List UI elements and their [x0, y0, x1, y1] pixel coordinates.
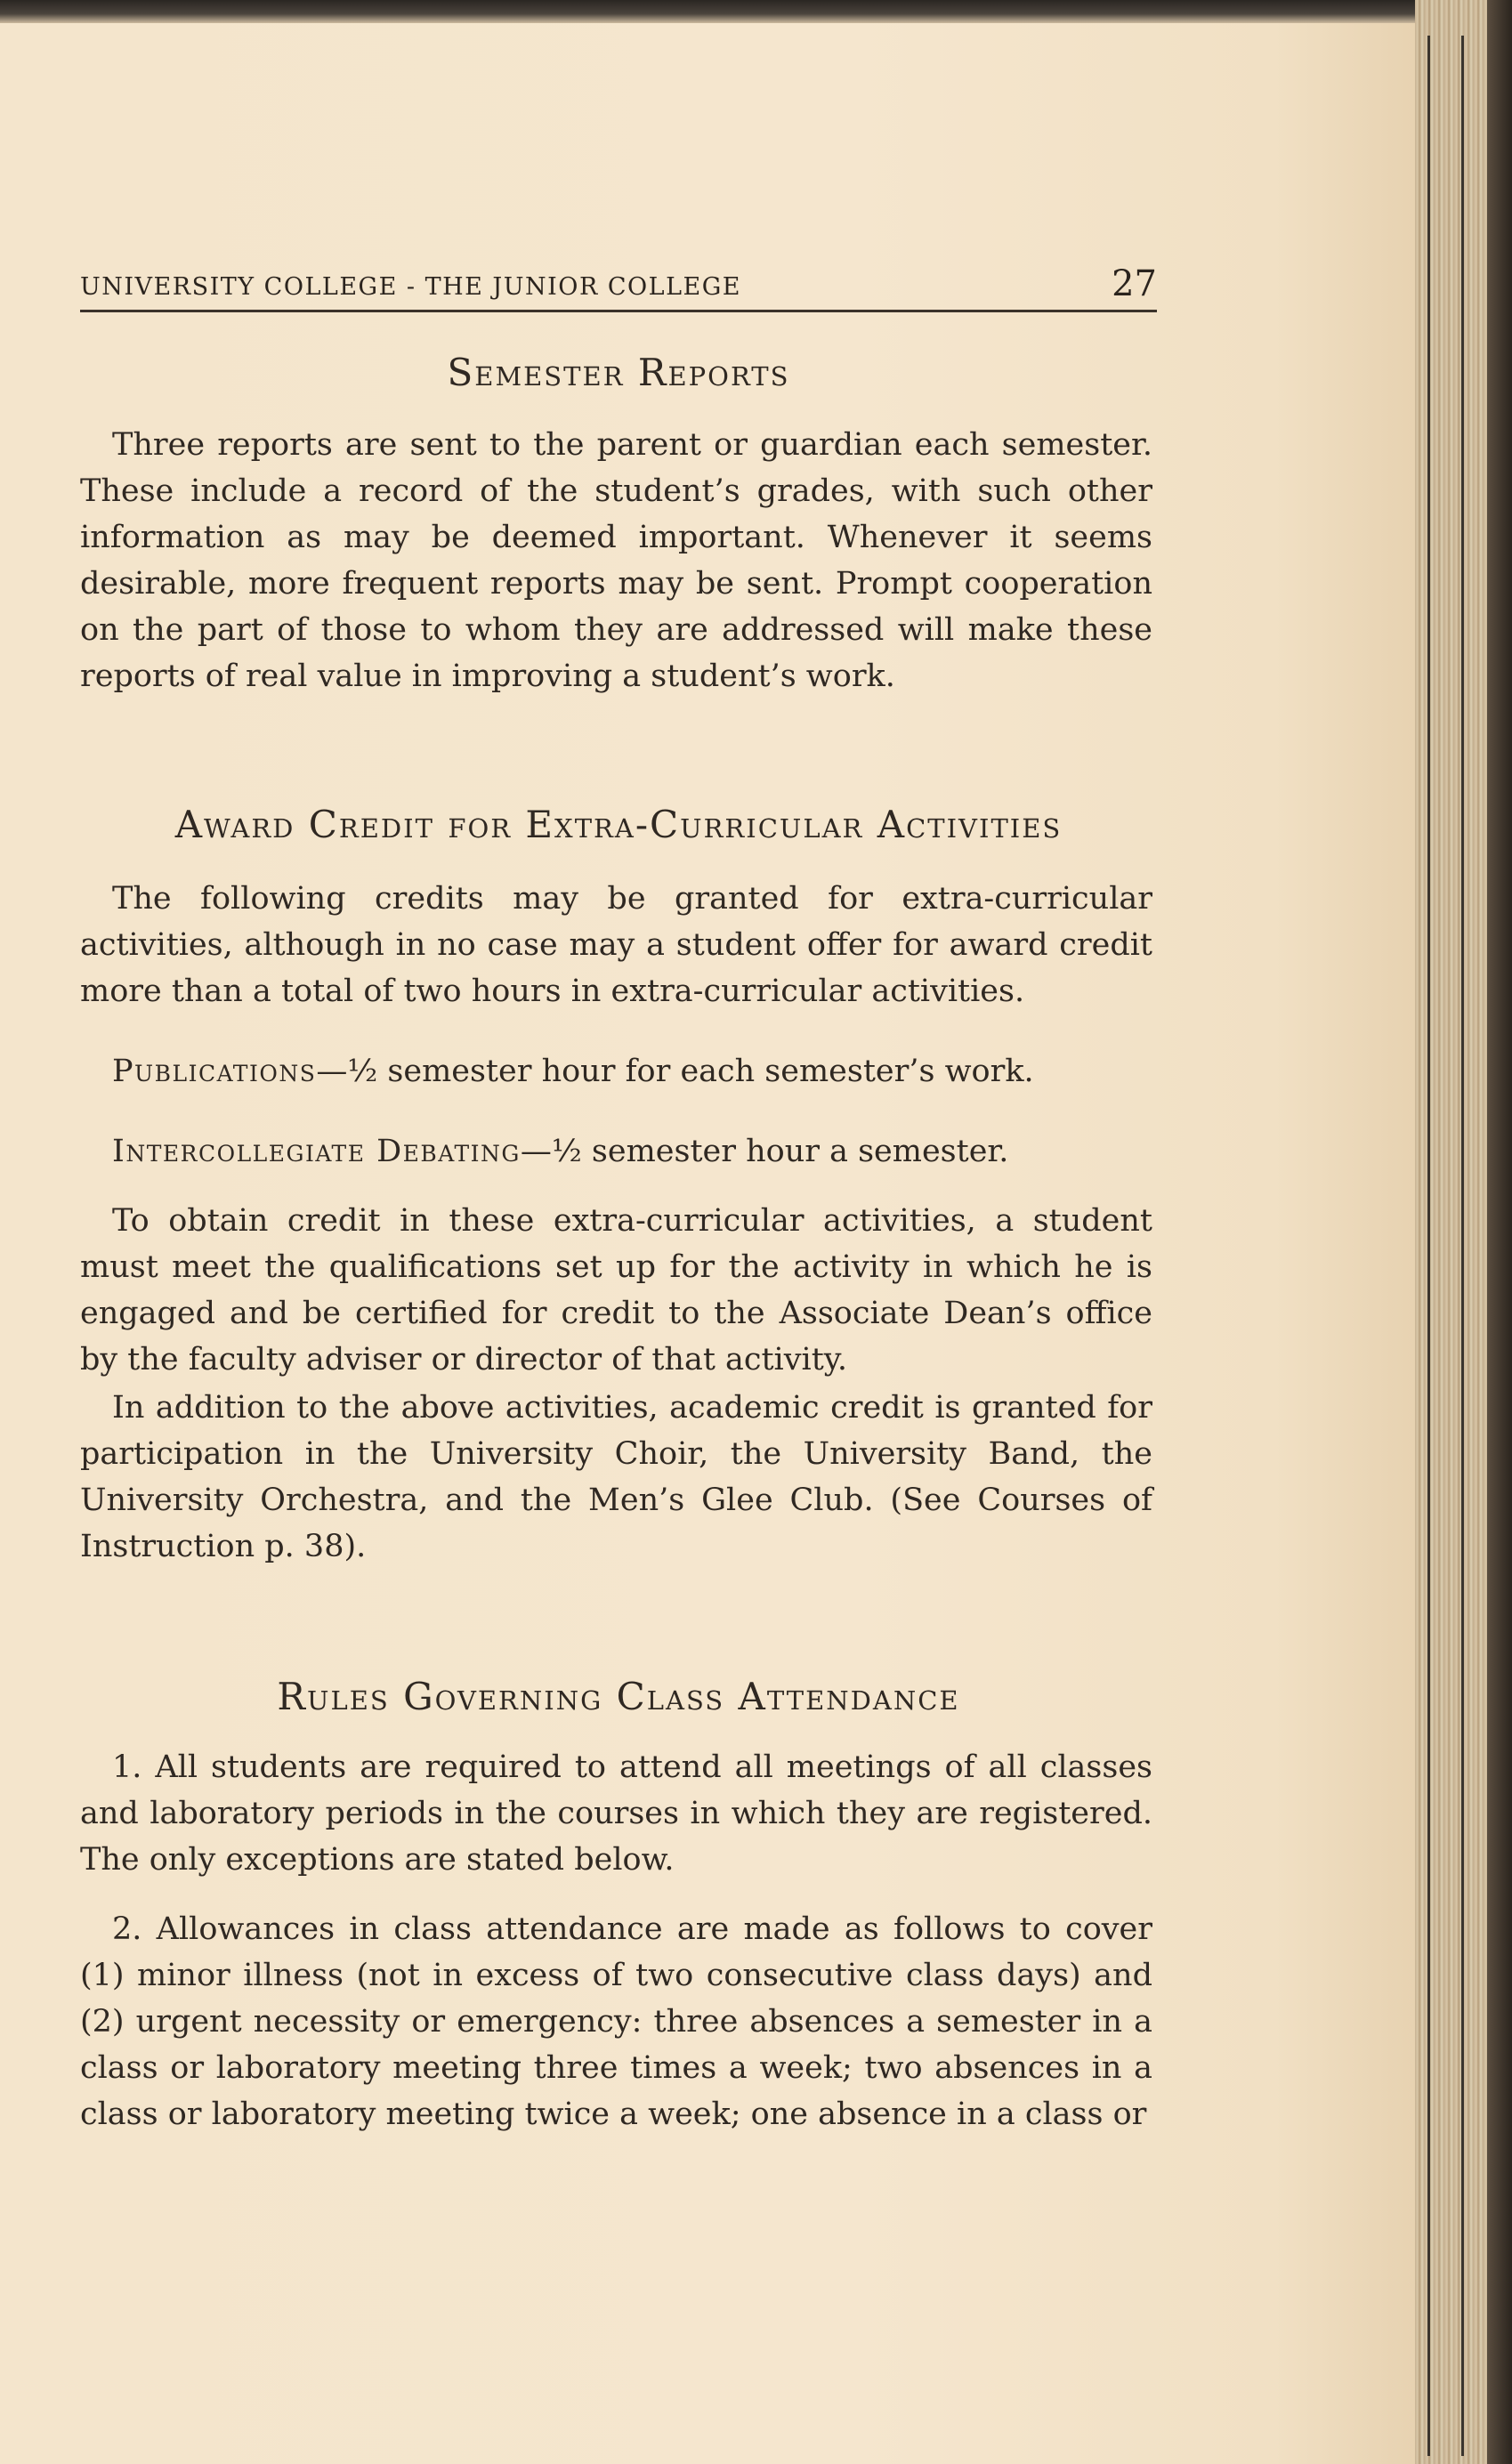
publications-label: Publications — [112, 1054, 317, 1089]
heading-semester-reports: Semester Reports — [447, 351, 790, 394]
book-cover-edge — [1487, 0, 1512, 2464]
heading-class-attendance: Rules Governing Class Attendance — [277, 1675, 960, 1718]
credit-debating — [80, 1128, 1152, 1175]
heading-award-credit: Award Credit for Extra-Curricular Activities — [174, 803, 1063, 846]
page-edge-line — [1427, 36, 1430, 2456]
running-head — [80, 260, 1157, 312]
page-edge-line — [1461, 36, 1464, 2456]
page-number: 27 — [1112, 263, 1157, 304]
paragraph-semester-reports: Three reports are sent to the parent or guardian each semester. These include a record of the student’s grades, with such other information as may be deemed important. Whenever it seems desirable, more frequent reports may be sent. Prompt cooperation on the part of those to whom they are addressed will make these reports of real value in improving a student’s work. — [80, 427, 1152, 694]
publications-text: —½ semester hour for each semester’s work. — [316, 1054, 1034, 1089]
paragraph-additional-credit: In addition to the above activities, academic credit is granted for participation in the University Choir, the University Band, the University Orchestra, and the Men’s Glee Club. (See Courses of Instruction p. 38). — [80, 1390, 1152, 1564]
book-fore-edge — [1415, 0, 1512, 2464]
running-head-title: UNIVERSITY COLLEGE - THE JUNIOR COLLEGE — [80, 273, 741, 301]
attendance-rule-1: 1. All students are required to attend all meetings of all classes and laboratory periods in the courses in which they are registered. The only exceptions are stated below. — [80, 1749, 1152, 1878]
book-top-edge — [0, 0, 1512, 23]
paragraph-qualifications: To obtain credit in these extra-curricular activities, a student must meet the qualifications set up for the activity in which he is engaged and be certified for credit to the Associate Dean’s office by the faculty adviser or director of that activity. — [80, 1203, 1152, 1377]
attendance-rule-2: 2. Allowances in class attendance are made as follows to cover (1) minor illness (not in excess of two consecutive class days) and (2) urgent necessity or emergency: three absences a semester in a class or laboratory meeting three times a week; two absences in a class or laboratory meeting twice a week; one absence in a class or — [80, 1911, 1152, 2132]
debating-label: Intercollegiate Debating — [112, 1134, 521, 1169]
debating-text: —½ semester hour a semester. — [520, 1134, 1009, 1169]
credit-publications — [80, 1048, 1152, 1095]
paragraph-award-credit-intro: The following credits may be granted for extra-curricular activities, although in no case may a student offer for award credit more than a total of two hours in extra-curricular activities. — [80, 881, 1152, 1009]
